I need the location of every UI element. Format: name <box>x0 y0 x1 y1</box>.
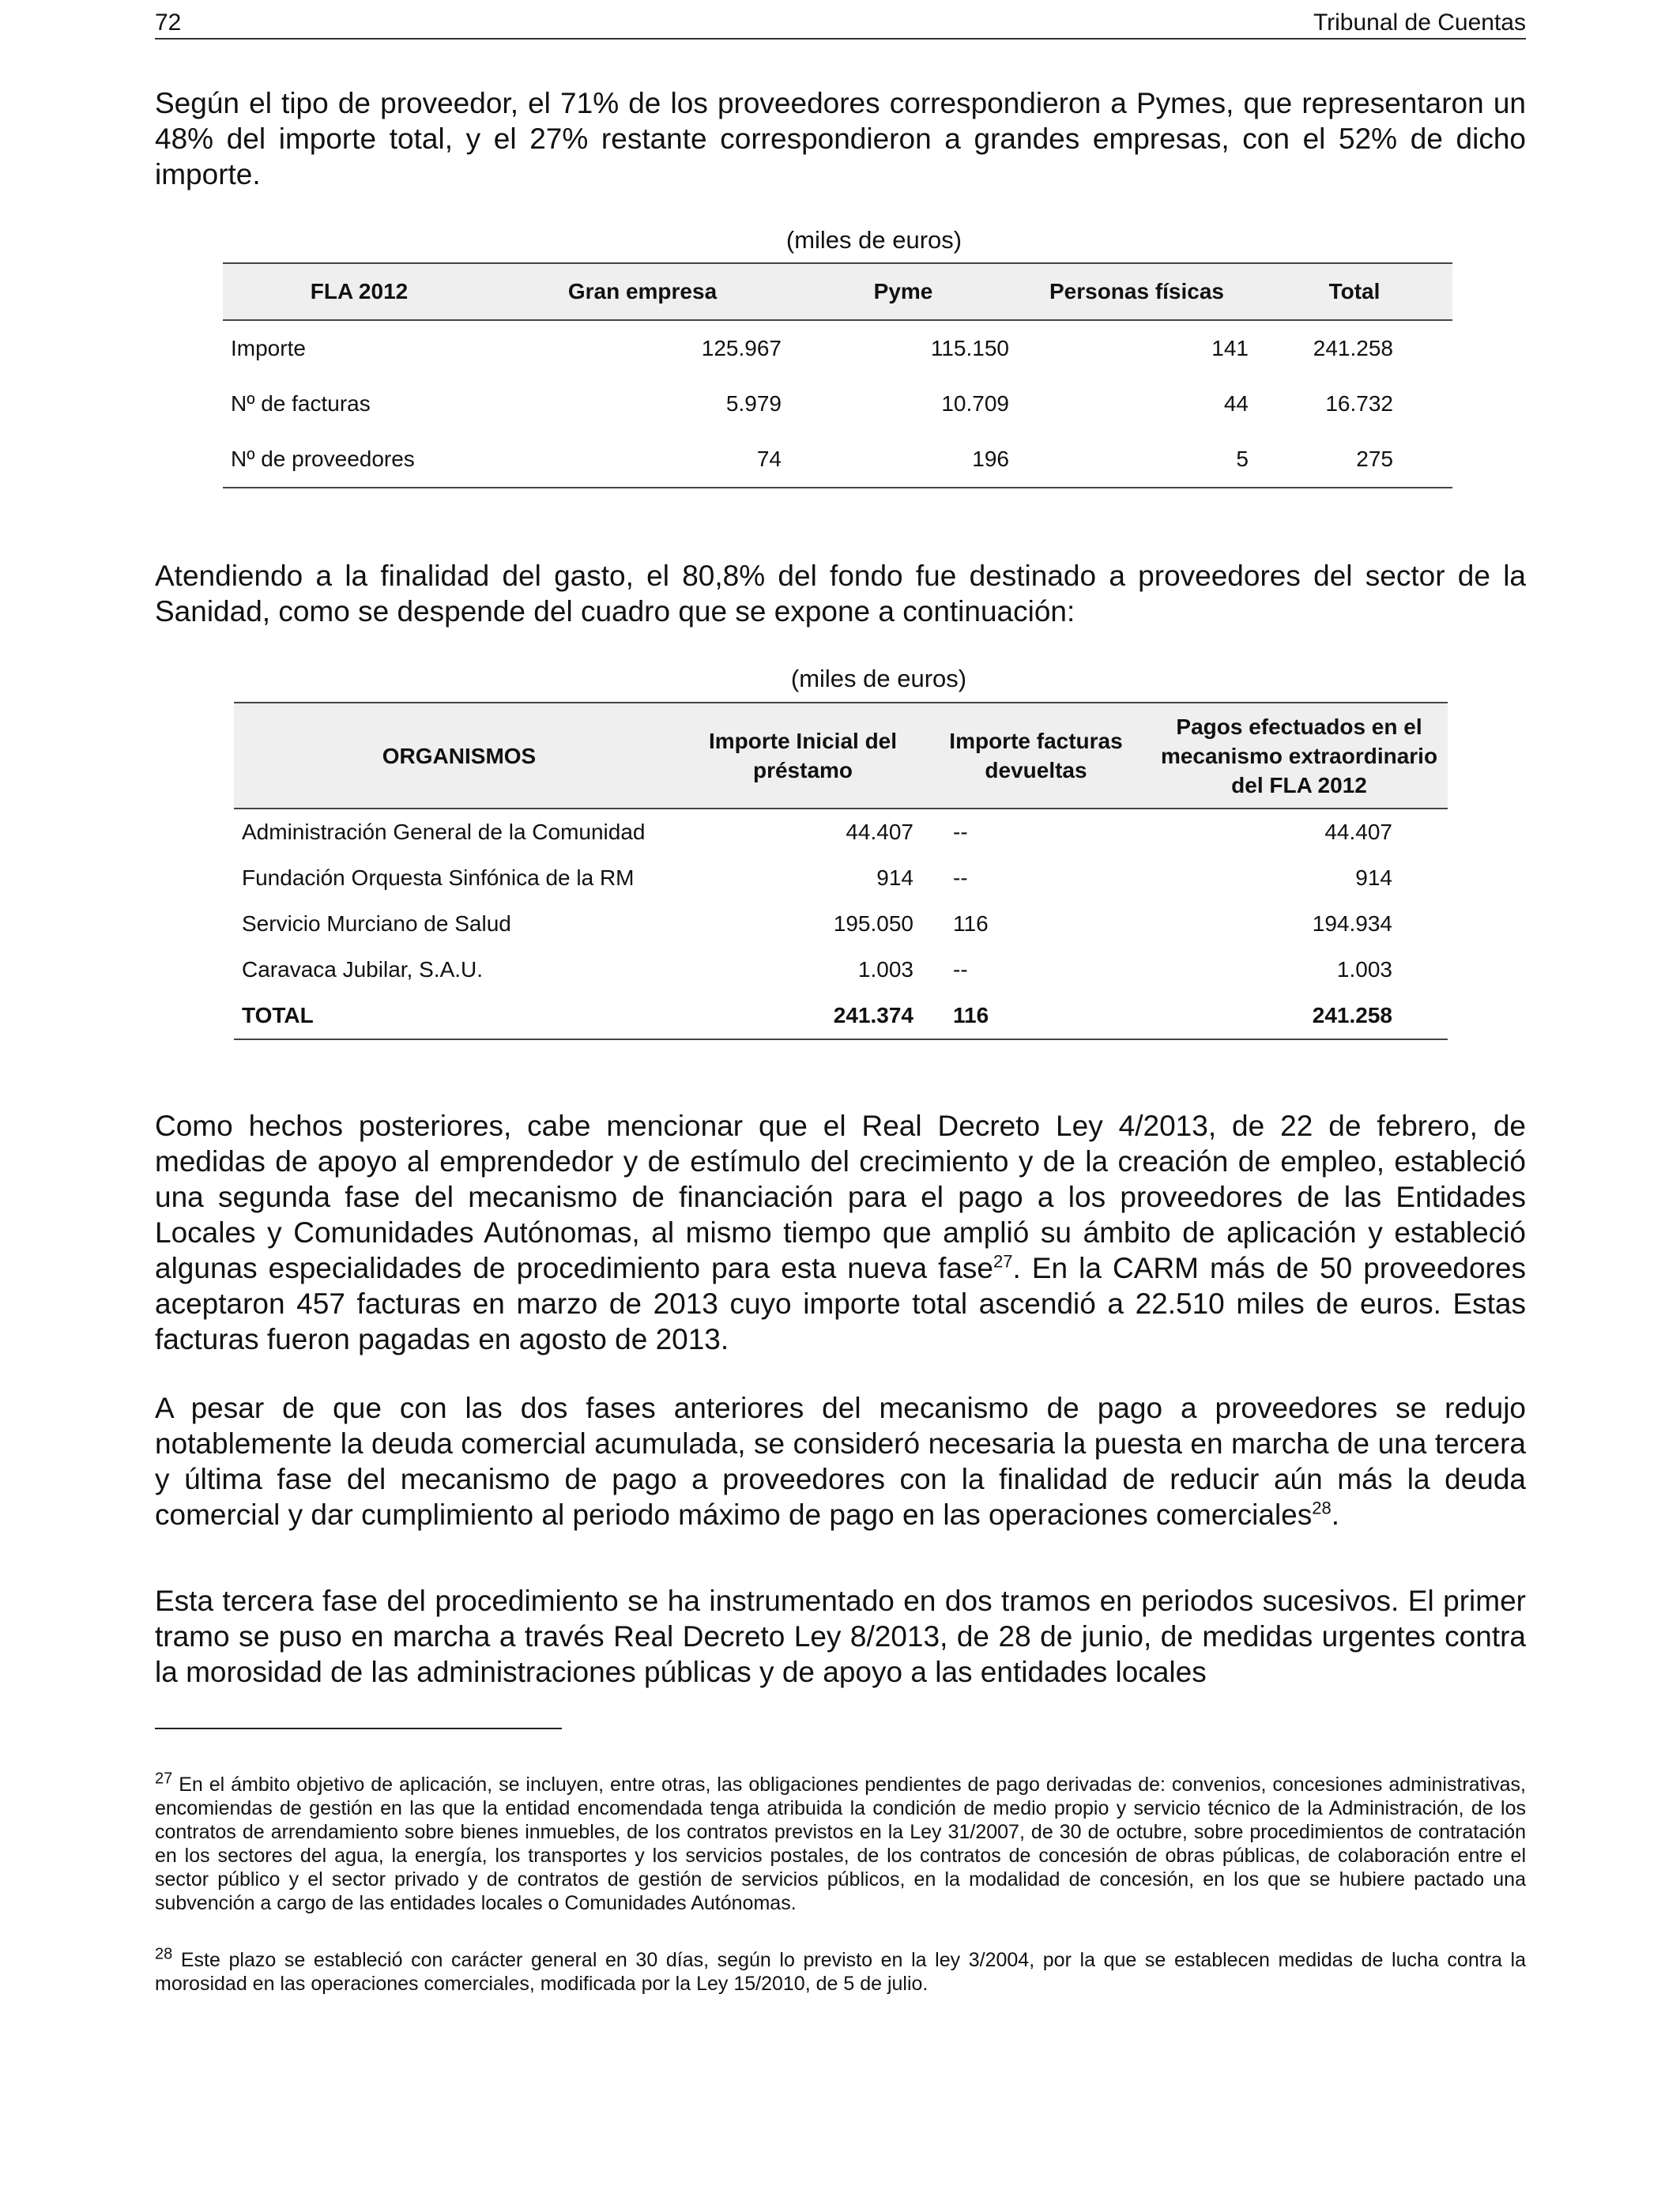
document-page <box>155 0 1526 2194</box>
table-header-cell: Importe facturas devueltas <box>921 703 1151 809</box>
table-row <box>234 809 1448 855</box>
paragraph-expenditure-purpose: Atendiendo a la finalidad del gasto, el 80,8% del fondo fue destinado a proveedores del sector de la Sanidad, como se despende del cuadro que se expone a continuación: <box>155 560 1526 628</box>
table-row <box>223 432 1452 488</box>
table-cell: 195.050 <box>833 911 913 936</box>
table-cell: Administración General de la Comunidad <box>242 820 646 844</box>
page-header <box>155 5 1526 40</box>
table-row <box>223 376 1452 432</box>
table-cell: 1.003 <box>857 957 913 982</box>
table-cell: 196 <box>789 432 1017 488</box>
table-header-row <box>223 263 1452 320</box>
paragraph-subsequent-events <box>155 1108 1526 1357</box>
table-header-cell: Gran empresa <box>495 263 789 320</box>
table-header-cell: Total <box>1256 263 1452 320</box>
table-cell: 116 <box>953 911 989 936</box>
table-cell: Servicio Murciano de Salud <box>242 911 511 936</box>
table1-caption: (miles de euros) <box>785 226 962 254</box>
table-row <box>223 320 1452 376</box>
table-cell: 241.258 <box>1313 336 1393 360</box>
footnote-27 <box>155 1770 1526 1915</box>
footnote-ref-27[interactable]: 27 <box>993 1251 1013 1272</box>
table-cell: 74 <box>495 432 789 488</box>
table-cell: 125.967 <box>701 336 782 360</box>
table-cell: Fundación Orquesta Sinfónica de la RM <box>242 865 635 890</box>
table-header-cell: Importe Inicial del préstamo <box>684 703 921 809</box>
table-cell: Nº de facturas <box>231 391 371 416</box>
table-organismos <box>234 702 1448 1040</box>
table-cell: 914 <box>876 865 913 890</box>
paragraph-provider-type: Según el tipo de proveedor, el 71% de los proveedores correspondieron a Pymes, que representaron un 48% del importe total, y el 27% restante correspondieron a grandes empresas, con el 52% de dicho importe. <box>155 87 1526 190</box>
table-cell: Caravaca Jubilar, S.A.U. <box>242 957 484 982</box>
footnote-number: 27 <box>155 1770 173 1788</box>
table-row <box>234 947 1448 993</box>
table-cell: 1.003 <box>1336 957 1392 982</box>
table-cell: -- <box>953 865 968 890</box>
paragraph-third-phase-need <box>155 1390 1526 1532</box>
footnote-28 <box>155 1945 1526 1996</box>
page-number: 72 <box>155 9 182 36</box>
table-row <box>234 855 1448 901</box>
table-fla-2012-providers <box>223 262 1452 488</box>
paragraph-third-phase-tranches: Esta tercera fase del procedimiento se ha instrumentado en dos tramos en periodos sucesivos. El primer tramo se puso en marcha a través Real Decreto Ley 8/2013, de 28 de junio, de medidas urgentes contra la morosidad de las administraciones públicas y de apoyo a las entidades locales <box>155 1585 1526 1688</box>
table-cell: Importe <box>231 336 306 360</box>
table-cell: 241.374 <box>684 993 921 1039</box>
table-cell: 44.407 <box>1324 820 1392 844</box>
table-cell: 44 <box>1223 391 1249 416</box>
table-header-cell: FLA 2012 <box>223 263 495 320</box>
table-cell: 194.934 <box>1312 911 1392 936</box>
table-header-row <box>234 703 1448 809</box>
table-header-cell: Pyme <box>789 263 1017 320</box>
footnote-ref-28[interactable]: 28 <box>1312 1498 1332 1518</box>
table2-caption: (miles de euros) <box>790 665 967 692</box>
table-row <box>234 901 1448 947</box>
table-cell: 141 <box>1211 336 1249 360</box>
table-cell: -- <box>953 957 968 982</box>
footnote-separator <box>155 1728 562 1729</box>
table-cell: 10.709 <box>941 391 1009 416</box>
table-total-row <box>234 993 1448 1039</box>
paragraph-text: A pesar de que con las dos fases anteriores del mecanismo de pago a proveedores se redujo notablemente la deuda comercial acumulada, se consideró necesaria la puesta en marcha de una tercera y última fase del mecanismo de pago a proveedores con la finalidad de reducir aún más la deuda comercial y dar cumplimiento al periodo máximo de pago en las operaciones comerciales <box>155 1392 1526 1531</box>
table-cell: 241.258 <box>1151 993 1448 1039</box>
table-header-cell: ORGANISMOS <box>234 703 684 809</box>
paragraph-text: . En la CARM más de 50 proveedores aceptaron 457 facturas en marzo de 2013 cuyo importe total ascendió a 22.510 miles de euros. Estas facturas fueron pagadas en agosto de 2013. <box>155 1252 1526 1355</box>
table-cell: 44.407 <box>846 820 913 844</box>
footnote-text: En el ámbito objetivo de aplicación, se incluyen, entre otras, las obligaciones pendientes de pago derivadas de: convenios, concesiones administrativas, encomiendas de gestión en las que la entidad encomendada tenga atribuida la condición de medio propio y servicio técnico de la Administración, de los contratos de arrendamiento sobre bienes inmuebles, de los contratos previstos en la Ley 31/2007, de 30 de octubre, sobre procedimientos de contratación en los sectores del agua, la energía, los transportes y los servicios postales, de los contratos de concesión de obras públicas, de colaboración entre el sector público y el sector privado y de contratos de gestión de servicios públicos, en la modalidad de concesión, en los que se hubiere pactado una subvención a cargo de las entidades locales o Comunidades Autónomas. <box>155 1774 1526 1914</box>
table-cell: Nº de proveedores <box>223 432 495 488</box>
table-cell: 5 <box>1017 432 1256 488</box>
footnote-number: 28 <box>155 1945 173 1963</box>
table-cell: 914 <box>1355 865 1392 890</box>
table-cell: 5.979 <box>725 391 782 416</box>
table-cell: 16.732 <box>1325 391 1393 416</box>
table-cell: 275 <box>1256 432 1452 488</box>
table-cell: 116 <box>921 993 1151 1039</box>
header-title: Tribunal de Cuentas <box>1313 9 1526 36</box>
paragraph-text: . <box>1331 1498 1340 1531</box>
table-cell: 115.150 <box>930 336 1009 360</box>
table-header-cell: Pagos efectuados en el mecanismo extraordinario del FLA 2012 <box>1151 703 1448 809</box>
table-cell: TOTAL <box>234 993 684 1039</box>
paragraph-text: Como hechos posteriores, cabe mencionar que el Real Decreto Ley 4/2013, de 22 de febrero, de medidas de apoyo al emprendedor y de estímulo del crecimiento y de la creación de empleo, estableció una segunda fase del mecanismo de financiación para el pago a los proveedores de las Entidades Locales y Comunidades Autónomas, al mismo tiempo que amplió su ámbito de aplicación y estableció algunas especialidades de procedimiento para esta nueva fase <box>155 1110 1526 1284</box>
footnote-text: Este plazo se estableció con carácter general en 30 días, según lo previsto en la ley 3/2004, por la que se establecen medidas de lucha contra la morosidad en las operaciones comerciales, modificada por la Ley 15/2010, de 5 de julio. <box>155 1949 1526 1995</box>
table-header-cell: Personas físicas <box>1017 263 1256 320</box>
table-cell: -- <box>953 820 968 844</box>
